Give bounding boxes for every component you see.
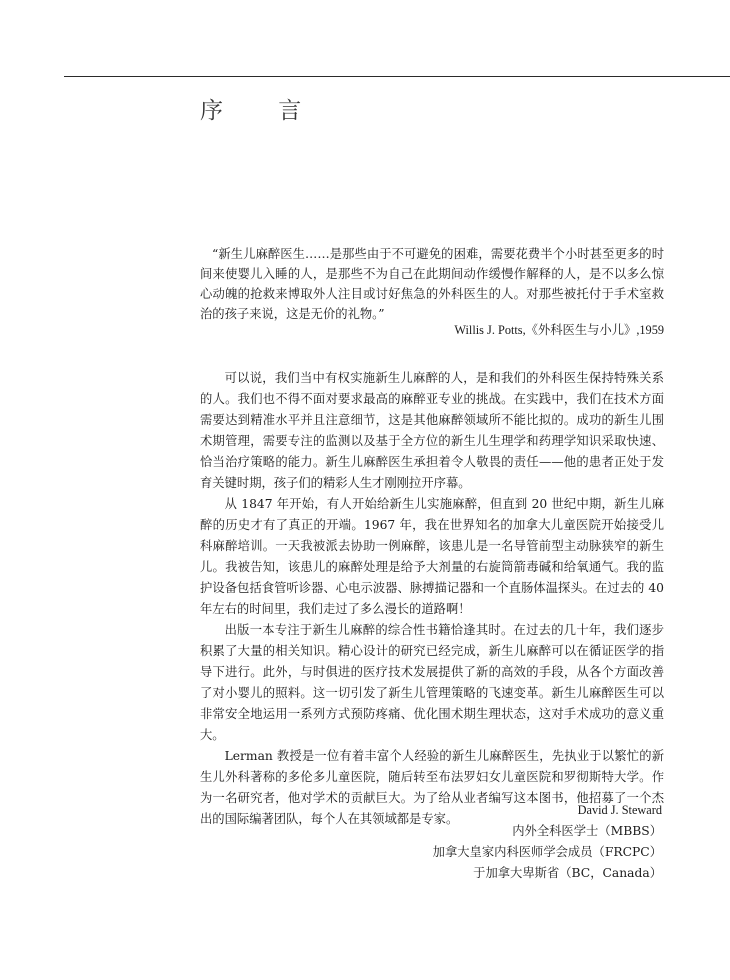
- epigraph-quote: “新生儿麻醉医生……是那些由于不可避免的困难，需要花费半个小时甚至更多的时间来使婴儿入睡的人，是那些不为自己在此期间动作缓慢作解释的人，是不以多么惊心动魄的抢救来博取外人注目或讨好焦急的外科医生的人。对那些被托付于手术室救治的孩子来说，这是无价的礼物。”: [200, 247, 664, 321]
- preface-body: [200, 368, 664, 830]
- signature-degree: 内外全科医学士（MBBS）: [512, 824, 662, 838]
- epigraph-attribution: Willis J. Potts,《外科医生与小儿》,1959: [454, 323, 664, 337]
- page-title: 序 言: [200, 98, 326, 124]
- signature-fellowship: 加拿大皇家内科医师学会成员（FRCPC）: [432, 845, 662, 859]
- body-paragraph: 从 1847 年开始，有人开始给新生儿实施麻醉，但直到 20 世纪中期，新生儿麻醉的历史才有了真正的开端。1967 年，我在世界知名的加拿大儿童医院开始接受儿科麻醉培训。一天我被派去协助一例麻醉，该患儿是一名导管前型主动脉狭窄的新生儿。我被告知，该患儿的麻醉处理是给予大剂量的右旋筒箭毒碱和给氧通气。我的监护设备包括食管听诊器、心电示波器、脉搏描记器和一个直肠体温探头。在过去的 40 年左右的时间里，我们走过了多么漫长的道路啊！: [200, 497, 664, 616]
- signature-block: [200, 800, 662, 884]
- body-paragraph: 可以说，我们当中有权实施新生儿麻醉的人，是和我们的外科医生保持特殊关系的人。我们也不得不面对要求最高的麻醉亚专业的挑战。在实践中，我们在技术方面需要达到精准水平并且注意细节，这是其他麻醉领域所不能比拟的。成功的新生儿围术期管理，需要专注的监测以及基于全方位的新生儿生理学和药理学知识采取快速、恰当治疗策略的能力。新生儿麻醉医生承担着令人敬畏的责任——他的患者正处于发育关键时期，孩子们的精彩人生才刚刚拉开序幕。: [200, 371, 664, 490]
- signature-name: David J. Steward: [577, 803, 662, 817]
- signature-location: 于加拿大卑斯省（BC，Canada）: [473, 866, 662, 880]
- body-paragraph: Lerman 教授是一位有着丰富个人经验的新生儿麻醉医生，先执业于以繁忙的新生儿外科著称的多伦多儿童医院，随后转至布法罗妇女儿童医院和罗彻斯特大学。作为一名研究者，他对学术的贡献巨大。为了给从业者编写这本图书，他招募了一个杰出的国际编著团队，每个人在其领域都是专家。: [200, 749, 664, 826]
- body-paragraph: 出版一本专注于新生儿麻醉的综合性书籍恰逢其时。在过去的几十年，我们逐步积累了大量的相关知识。精心设计的研究已经完成，新生儿麻醉可以在循证医学的指导下进行。此外，与时俱进的医疗技术发展提供了新的高效的手段，从各个方面改善了对小婴儿的照料。这一切引发了新生儿管理策略的飞速变革。新生儿麻醉医生可以非常安全地运用一系列方式预防疼痛、优化围术期生理状态，这对手术成功的意义重大。: [200, 623, 664, 742]
- header-rule: [64, 76, 730, 77]
